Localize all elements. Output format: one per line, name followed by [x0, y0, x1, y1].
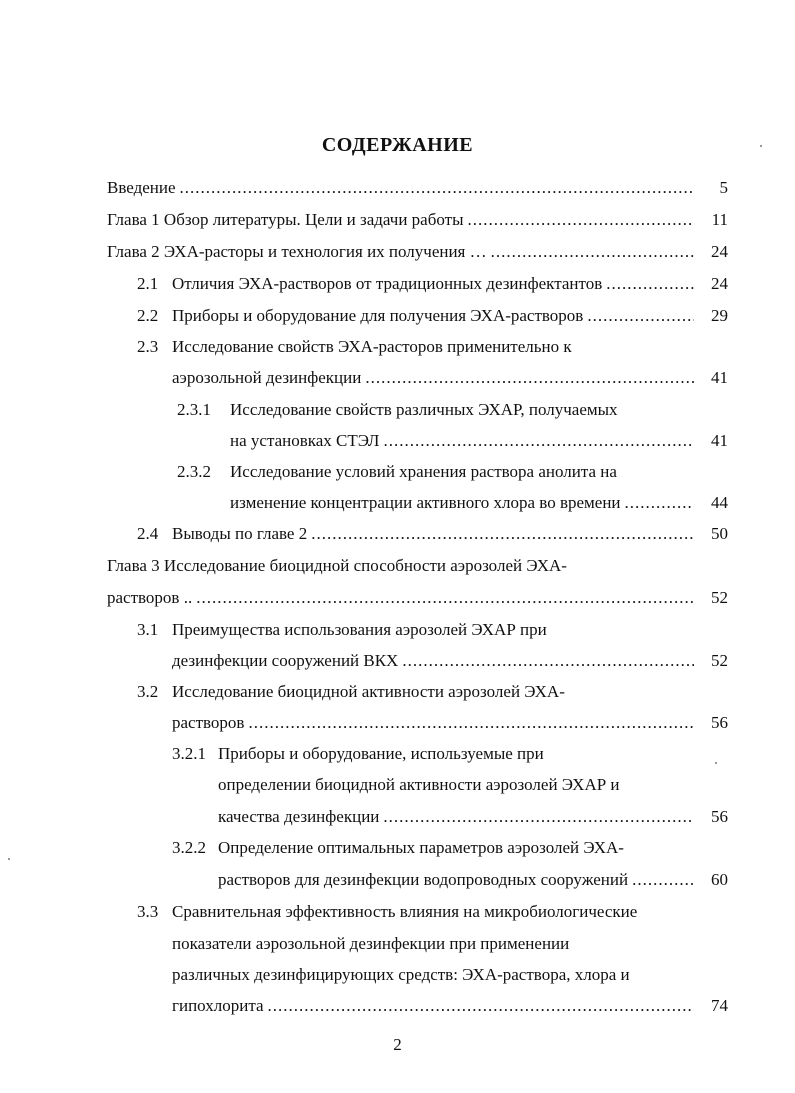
toc-entry-number: 3.2.1: [172, 744, 206, 763]
toc-entry-line: [107, 208, 728, 232]
toc-entry-number: 3.3: [137, 902, 159, 921]
toc-entry-text: Отличия ЭХА-растворов от традиционных дезинфектантов: [172, 274, 603, 293]
toc-entry-line: Приборы и оборудование, используемые при: [218, 744, 544, 763]
toc-entry-number: 2.1: [137, 274, 159, 293]
dot-leader: [606, 272, 694, 296]
toc-entry-line: [172, 649, 728, 673]
dot-leader: [468, 208, 694, 232]
toc-entry-text: качества дезинфекции: [218, 807, 380, 826]
dot-leader: [383, 805, 694, 829]
dot-leader: [632, 868, 694, 892]
toc-page-number: 5: [719, 178, 728, 197]
toc-entry-line: Исследование свойств различных ЭХАР, получаемых: [230, 400, 618, 419]
toc-page-number: 44: [711, 493, 728, 512]
toc-entry-line: [218, 868, 728, 892]
toc-entry-line: [172, 272, 728, 296]
toc-entry-line: [230, 429, 728, 453]
toc-entry-number: 2.3.2: [177, 462, 211, 481]
toc-entry-text: Глава 2 ЭХА-расторы и технология их получения …: [107, 242, 487, 261]
toc-entry-number: 3.2.2: [172, 838, 206, 857]
toc-entry-text: растворов ..: [107, 588, 193, 607]
toc-entry-line: Исследование биоцидной активности аэрозолей ЭХА-: [172, 682, 565, 701]
toc-entry-line: [107, 176, 728, 200]
toc-page-number: 24: [711, 242, 728, 261]
toc-page-number: 60: [711, 870, 728, 889]
dot-leader: [491, 240, 694, 264]
toc-page-number: 41: [711, 431, 728, 450]
toc-entry-number: 2.4: [137, 524, 159, 543]
toc-entry-line: различных дезинфицирующих средств: ЭХА-раствора, хлора и: [172, 965, 630, 984]
toc-entry-number: 3.2: [137, 682, 159, 701]
toc-page-number: 50: [711, 524, 728, 543]
toc-page-number: 56: [711, 807, 728, 826]
toc-entry-number: 2.2: [137, 306, 159, 325]
toc-entry-text: растворов: [172, 713, 245, 732]
toc-entry-line: [218, 805, 728, 829]
toc-entry-number: 2.3.1: [177, 400, 211, 419]
dot-leader: [365, 366, 694, 390]
toc-page-number: 52: [711, 588, 728, 607]
toc-entry-number: 2.3: [137, 337, 159, 356]
toc-entry-text: Глава 1 Обзор литературы. Цели и задачи работы: [107, 210, 464, 229]
toc-page-number: 11: [711, 210, 728, 229]
toc-entry-text: аэрозольной дезинфекции: [172, 368, 362, 387]
toc-entry-line: Определение оптимальных параметров аэрозолей ЭХА-: [218, 838, 624, 857]
toc-page-number: 29: [711, 306, 728, 325]
toc-entry-line: [172, 711, 728, 735]
toc-entry-line: Исследование условий хранения раствора анолита на: [230, 462, 617, 481]
toc-entry-text: дезинфекции сооружений ВКХ: [172, 651, 399, 670]
page-title: СОДЕРЖАНИЕ: [321, 134, 474, 156]
dot-leader: [311, 522, 694, 546]
toc-entry-line: Исследование свойств ЭХА-расторов применительно к: [172, 337, 572, 356]
scan-speck: [715, 762, 717, 764]
toc-page-number: 52: [711, 651, 728, 670]
toc-entry-text: Выводы по главе 2: [172, 524, 308, 543]
toc-entry-line: определении биоцидной активности аэрозолей ЭХАР и: [218, 775, 620, 794]
toc-entry-line: [230, 491, 728, 515]
dot-leader: [180, 176, 694, 200]
toc-entry-number: 3.1: [137, 620, 159, 639]
dot-leader: [196, 586, 694, 610]
toc-entry-text: гипохлорита: [172, 996, 264, 1015]
dot-leader: [383, 429, 694, 453]
toc-entry-line: [172, 522, 728, 546]
toc-entry-line: показатели аэрозольной дезинфекции при применении: [172, 934, 570, 953]
page-number: 2: [393, 1035, 402, 1054]
toc-page-number: 41: [711, 368, 728, 387]
toc-entry-line: [172, 366, 728, 390]
dot-leader: [268, 994, 694, 1018]
toc-entry-line: [172, 994, 728, 1018]
toc-entry-text: Введение: [107, 178, 176, 197]
dot-leader: [587, 304, 694, 328]
toc-page-number: 56: [711, 713, 728, 732]
toc-entry-text: изменение концентрации активного хлора во времени: [230, 493, 621, 512]
toc-entry-line: Преимущества использования аэрозолей ЭХАР при: [172, 620, 547, 639]
toc-entry-text: на установках СТЭЛ: [230, 431, 380, 450]
dot-leader: [402, 649, 694, 673]
scan-speck: [8, 858, 10, 860]
toc-entry-line: [107, 240, 728, 264]
toc-entry-text: Приборы и оборудование для получения ЭХА-растворов: [172, 306, 584, 325]
toc-page-number: 24: [711, 274, 728, 293]
toc-entry-line: [172, 304, 728, 328]
scan-speck: [760, 145, 762, 147]
toc-entry-text: растворов для дезинфекции водопроводных сооружений: [218, 870, 629, 889]
toc-page-number: 74: [711, 996, 728, 1015]
dot-leader: [248, 711, 694, 735]
toc-entry-line: Глава 3 Исследование биоцидной способности аэрозолей ЭХА-: [107, 556, 567, 575]
dot-leader: [625, 491, 694, 515]
toc-entry-line: Сравнительная эффективность влияния на микробиологические: [172, 902, 638, 921]
toc-entry-line: [107, 586, 728, 610]
